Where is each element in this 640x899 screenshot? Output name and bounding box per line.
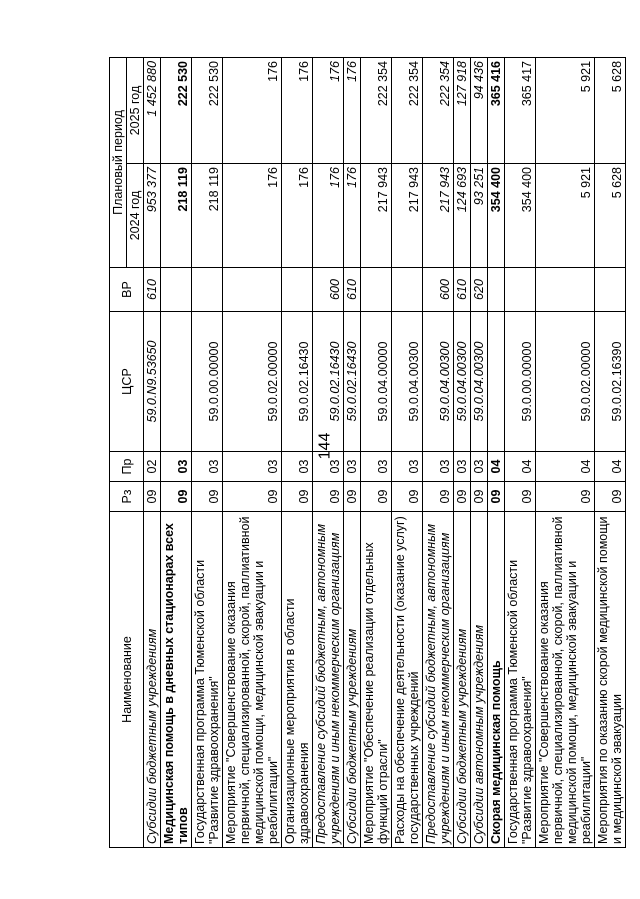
cell-name: Расходы на обеспечение деятельности (оказание услуг) государственных учреждений <box>392 512 423 848</box>
table-row <box>161 57 192 847</box>
table-row <box>488 57 505 847</box>
cell-pr: 03 <box>423 452 454 482</box>
cell-name: Государственная программа Тюменской области "Развитие здравоохранения" <box>505 512 536 848</box>
cell-rz: 09 <box>392 482 423 512</box>
header-vr: ВР <box>110 268 144 312</box>
table-row <box>505 57 536 847</box>
cell-rz: 09 <box>144 482 161 512</box>
table-row <box>282 57 313 847</box>
table-row <box>223 57 282 847</box>
cell-2025: 1 452 880 <box>144 57 161 163</box>
cell-rz: 09 <box>223 482 282 512</box>
cell-csr: 59.0.00.00000 <box>192 312 223 452</box>
table-row <box>144 57 161 847</box>
table-row <box>454 57 471 847</box>
cell-pr: 04 <box>536 452 595 482</box>
cell-vr: 610 <box>344 268 361 312</box>
cell-vr: 610 <box>144 268 161 312</box>
cell-rz: 09 <box>471 482 488 512</box>
cell-name: Мероприятие "Совершенствование оказания первичной, специализированной, скорой, паллиативной медицинской помощи, медицинской эвакуации и реабилитации" <box>536 512 595 848</box>
cell-vr: 620 <box>471 268 488 312</box>
cell-2025: 222 354 <box>423 57 454 163</box>
cell-csr: 59.0.02.16390 <box>595 312 626 452</box>
cell-vr: 610 <box>454 268 471 312</box>
table-row <box>392 57 423 847</box>
cell-2024: 93 251 <box>471 164 488 268</box>
cell-csr: 59.0.00.00000 <box>505 312 536 452</box>
table-row <box>423 57 454 847</box>
cell-vr <box>536 268 595 312</box>
cell-name: Мероприятие "Обеспечение реализации отдельных функций отрасли" <box>361 512 392 848</box>
cell-rz: 09 <box>423 482 454 512</box>
cell-rz: 09 <box>313 482 344 512</box>
cell-2024: 354 400 <box>505 164 536 268</box>
cell-2025: 176 <box>313 57 344 163</box>
header-name: Наименование <box>110 512 144 848</box>
cell-pr: 03 <box>192 452 223 482</box>
cell-2024: 217 943 <box>392 164 423 268</box>
cell-name: Мероприятия по оказанию скорой медицинской помощи и медицинской эвакуации <box>595 512 626 848</box>
header-pr: Пр <box>110 452 144 482</box>
cell-vr: 600 <box>423 268 454 312</box>
cell-csr: 59.0.02.16430 <box>282 312 313 452</box>
cell-2024: 176 <box>282 164 313 268</box>
cell-2025: 222 530 <box>161 57 192 163</box>
cell-pr: 03 <box>282 452 313 482</box>
cell-vr <box>361 268 392 312</box>
cell-pr: 03 <box>344 452 361 482</box>
table-body <box>144 57 626 847</box>
cell-csr: 59.0.04.00300 <box>392 312 423 452</box>
header-csr: ЦСР <box>110 312 144 452</box>
cell-vr <box>282 268 313 312</box>
table-row <box>536 57 595 847</box>
cell-2025: 365 417 <box>505 57 536 163</box>
cell-2024: 217 943 <box>423 164 454 268</box>
cell-name: Предоставление субсидий бюджетным, автономным учреждениям и иным некоммерческим организациям <box>423 512 454 848</box>
cell-pr: 03 <box>361 452 392 482</box>
cell-csr: 59.0.N9.53650 <box>144 312 161 452</box>
table-row <box>313 57 344 847</box>
cell-pr: 03 <box>313 452 344 482</box>
cell-rz: 09 <box>488 482 505 512</box>
cell-csr: 59.0.02.16430 <box>313 312 344 452</box>
cell-rz: 09 <box>505 482 536 512</box>
cell-vr <box>595 268 626 312</box>
cell-name: Субсидии бюджетным учреждениям <box>344 512 361 848</box>
cell-rz: 09 <box>361 482 392 512</box>
cell-pr: 04 <box>488 452 505 482</box>
cell-2025: 5 628 <box>595 57 626 163</box>
cell-rz: 09 <box>344 482 361 512</box>
cell-2024: 5 921 <box>536 164 595 268</box>
cell-rz: 09 <box>595 482 626 512</box>
cell-csr <box>488 312 505 452</box>
cell-2024: 5 628 <box>595 164 626 268</box>
cell-vr: 600 <box>313 268 344 312</box>
table-row <box>344 57 361 847</box>
cell-name: Медицинская помощь в дневных стационарах всех типов <box>161 512 192 848</box>
cell-name: Мероприятие "Совершенствование оказания первичной, специализированной, скорой, паллиативной медицинской помощи, медицинской эвакуации и реабилитации" <box>223 512 282 848</box>
cell-name: Скорая медицинская помощь <box>488 512 505 848</box>
cell-rz: 09 <box>161 482 192 512</box>
table-row <box>361 57 392 847</box>
cell-name: Организационные мероприятия в области здравоохранения <box>282 512 313 848</box>
cell-pr: 03 <box>454 452 471 482</box>
header-rz: Рз <box>110 482 144 512</box>
cell-pr: 03 <box>223 452 282 482</box>
cell-2025: 222 354 <box>392 57 423 163</box>
cell-2025: 176 <box>344 57 361 163</box>
cell-2024: 218 119 <box>161 164 192 268</box>
cell-vr <box>488 268 505 312</box>
cell-name: Субсидии бюджетным учреждениям <box>454 512 471 848</box>
cell-vr <box>161 268 192 312</box>
header-2025: 2025 год <box>127 57 144 163</box>
table-row <box>471 57 488 847</box>
cell-vr <box>505 268 536 312</box>
cell-name: Государственная программа Тюменской области "Развитие здравоохранения" <box>192 512 223 848</box>
cell-2024: 176 <box>344 164 361 268</box>
cell-csr: 59.0.02.16430 <box>344 312 361 452</box>
cell-name: Предоставление субсидий бюджетным, автономным учреждениям и иным некоммерческим организациям <box>313 512 344 848</box>
cell-2024: 124 693 <box>454 164 471 268</box>
cell-2024: 953 377 <box>144 164 161 268</box>
cell-vr <box>392 268 423 312</box>
cell-csr: 59.0.02.00000 <box>536 312 595 452</box>
cell-pr: 04 <box>595 452 626 482</box>
cell-name: Субсидии автономным учреждениям <box>471 512 488 848</box>
table-row <box>595 57 626 847</box>
cell-2025: 94 436 <box>471 57 488 163</box>
page-number: 144 <box>316 432 334 460</box>
cell-pr: 03 <box>161 452 192 482</box>
cell-csr: 59.0.04.00300 <box>454 312 471 452</box>
cell-name: Субсидии бюджетным учреждениям <box>144 512 161 848</box>
cell-csr: 59.0.04.00300 <box>471 312 488 452</box>
cell-2025: 176 <box>282 57 313 163</box>
cell-csr: 59.0.04.00300 <box>423 312 454 452</box>
budget-table <box>109 57 626 848</box>
cell-csr <box>161 312 192 452</box>
cell-2024: 354 400 <box>488 164 505 268</box>
cell-2025: 127 918 <box>454 57 471 163</box>
cell-2025: 222 354 <box>361 57 392 163</box>
cell-pr: 04 <box>505 452 536 482</box>
header-2024: 2024 год <box>127 164 144 268</box>
cell-rz: 09 <box>282 482 313 512</box>
cell-2025: 365 416 <box>488 57 505 163</box>
cell-2024: 218 119 <box>192 164 223 268</box>
cell-csr: 59.0.04.00000 <box>361 312 392 452</box>
cell-pr: 03 <box>471 452 488 482</box>
cell-pr: 02 <box>144 452 161 482</box>
cell-2025: 176 <box>223 57 282 163</box>
cell-rz: 09 <box>536 482 595 512</box>
cell-rz: 09 <box>454 482 471 512</box>
table-header <box>110 57 144 847</box>
cell-vr <box>192 268 223 312</box>
cell-2025: 222 530 <box>192 57 223 163</box>
table-row <box>192 57 223 847</box>
cell-vr <box>223 268 282 312</box>
cell-2025: 5 921 <box>536 57 595 163</box>
cell-pr: 03 <box>392 452 423 482</box>
rotated-document <box>109 58 624 848</box>
cell-2024: 176 <box>223 164 282 268</box>
cell-csr: 59.0.02.00000 <box>223 312 282 452</box>
header-plan-period: Плановый период <box>110 57 127 267</box>
cell-2024: 217 943 <box>361 164 392 268</box>
cell-2024: 176 <box>313 164 344 268</box>
cell-rz: 09 <box>192 482 223 512</box>
